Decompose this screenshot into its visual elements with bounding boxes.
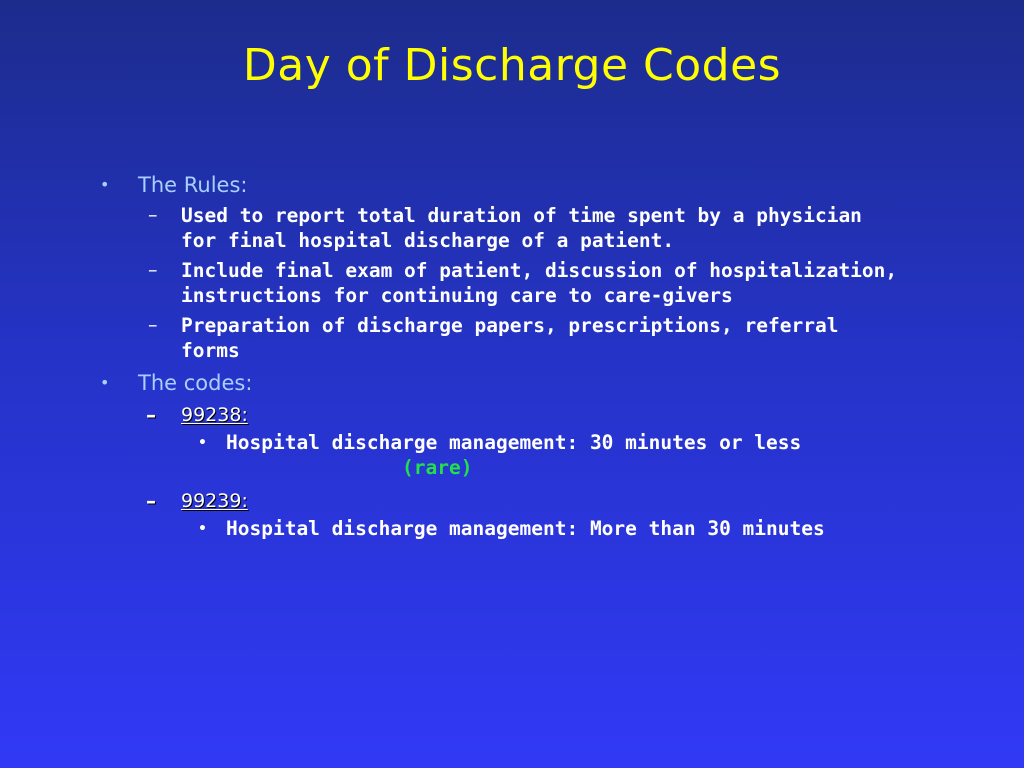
dash-icon: – — [148, 204, 158, 226]
rule-text-line: forms — [181, 339, 240, 362]
code-description: Hospital discharge management: More than 30 minutes — [226, 517, 825, 540]
dash-icon: – — [146, 403, 156, 427]
bullet-icon: • — [100, 175, 110, 194]
rule-text-line: Preparation of discharge papers, prescriptions, referral — [181, 314, 839, 337]
bullet-icon: • — [198, 521, 207, 537]
code-description-item — [100, 430, 980, 456]
code-description: Hospital discharge management: 30 minutes or less — [226, 431, 802, 454]
rules-heading-item — [100, 170, 980, 200]
slide-title: Day of Discharge Codes — [242, 40, 782, 91]
bullet-icon: • — [198, 435, 207, 451]
rule-item — [100, 203, 980, 253]
rules-heading: The Rules: — [138, 173, 248, 197]
rule-item — [100, 258, 980, 308]
dash-icon: – — [148, 314, 158, 336]
rule-text-line: for final hospital discharge of a patient. — [181, 229, 675, 252]
codes-heading-item — [100, 368, 980, 398]
dash-icon: – — [146, 489, 156, 513]
code-description-item — [100, 516, 980, 542]
code-label: 99239: — [181, 490, 248, 512]
rule-text-line: instructions for continuing care to care-givers — [181, 284, 733, 307]
bullet-icon: • — [100, 373, 110, 392]
code-item — [100, 486, 980, 516]
dash-icon: – — [148, 259, 158, 281]
code-note: (rare) — [402, 456, 473, 479]
codes-heading: The codes: — [138, 371, 253, 395]
code-item — [100, 400, 980, 430]
rule-item — [100, 313, 980, 363]
code-label: 99238: — [181, 404, 248, 426]
slide-body — [100, 170, 980, 542]
rule-text-line: Include final exam of patient, discussion of hospitalization, — [181, 259, 898, 282]
rule-text-line: Used to report total duration of time spent by a physician — [181, 204, 862, 227]
